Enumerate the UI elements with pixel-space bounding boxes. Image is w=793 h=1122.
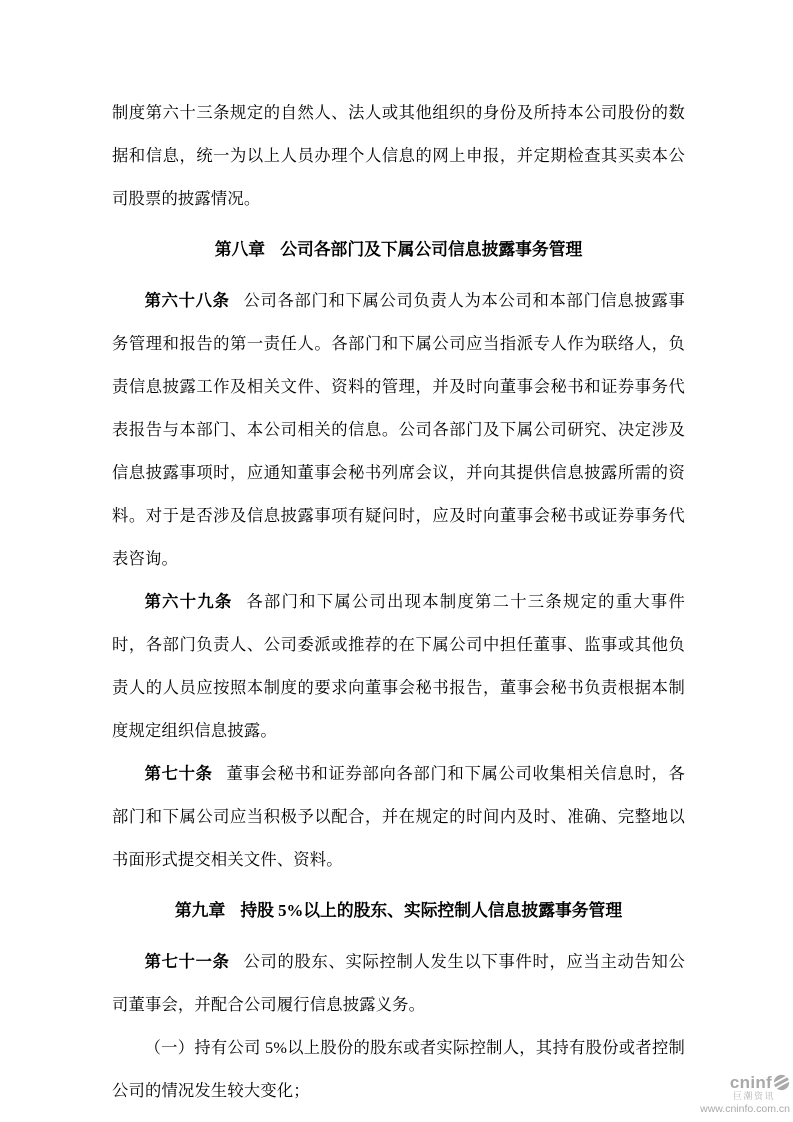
document-page: [112, 91, 685, 1112]
cninfo-swirl-icon: [773, 1074, 790, 1091]
article-text: 各部门和下属公司出现本制度第二十三条规定的重大事件时，各部门负责人、公司委派或推荐的在下属公司中担任董事、监事或其他负责人的人员应按照本制度的要求向董事会秘书报告，董事会秘书负责根据本制度规定组织信息披露。: [112, 592, 685, 740]
article-number: 第六十九条: [144, 592, 233, 611]
cninfo-brand-text: cninf: [729, 1073, 772, 1092]
chapter-heading: [112, 889, 685, 932]
paragraph: 制度第六十三条规定的自然人、法人或其他组织的身份及所持本公司股份的数据和信息，统一为以上人员办理个人信息的网上申报，并定期检查其买卖本公司股票的披露情况。: [112, 103, 685, 208]
article-paragraph: [112, 279, 685, 580]
cninfo-url: www.cninfo.com.cn: [700, 1103, 790, 1115]
article-number: 第七十条: [144, 764, 213, 783]
article-number: 第六十八条: [144, 291, 230, 310]
article-paragraph: [112, 580, 685, 752]
article-paragraph: [112, 752, 685, 881]
article-paragraph: [112, 940, 685, 1026]
article-number: 第七十一条: [144, 952, 230, 971]
chapter-number: 第九章: [174, 901, 226, 920]
cninfo-brand-row: [700, 1074, 790, 1091]
chapter-heading: [112, 228, 685, 271]
list-item-paragraph: （一）持有公司 5%以上股份的股东或者实际控制人，其持有股份或者控制公司的情况发生较大变化；: [112, 1038, 685, 1100]
article-text: 公司各部门和下属公司负责人为本公司和本部门信息披露事务管理和报告的第一责任人。各部门和下属公司应当指派专人作为联络人，负责信息披露工作及相关文件、资料的管理，并及时向董事会秘书和证券事务代表报告与本部门、本公司相关的信息。公司各部门及下属公司研究、决定涉及信息披露事项时，应通知董事会秘书列席会议，并向其提供信息披露所需的资料。对于是否涉及信息披露事项有疑问时，应及时向董事会秘书或证券事务代表咨询。: [112, 291, 685, 568]
chapter-title: 持股 5%以上的股东、实际控制人信息披露事务管理: [240, 901, 623, 920]
article-text: 公司的股东、实际控制人发生以下事件时，应当主动告知公司董事会，并配合公司履行信息披露义务。: [112, 952, 685, 1014]
cninfo-brand-cn: 巨潮资讯: [732, 1091, 775, 1101]
article-text: 董事会秘书和证券部向各部门和下属公司收集相关信息时，各部门和下属公司应当积极予以配合，并在规定的时间内及时、准确、完整地以书面形式提交相关文件、资料。: [112, 764, 685, 869]
chapter-number: 第八章: [214, 240, 266, 259]
cninfo-logo: [700, 1074, 790, 1115]
chapter-title: 公司各部门及下属公司信息披露事务管理: [280, 240, 583, 259]
